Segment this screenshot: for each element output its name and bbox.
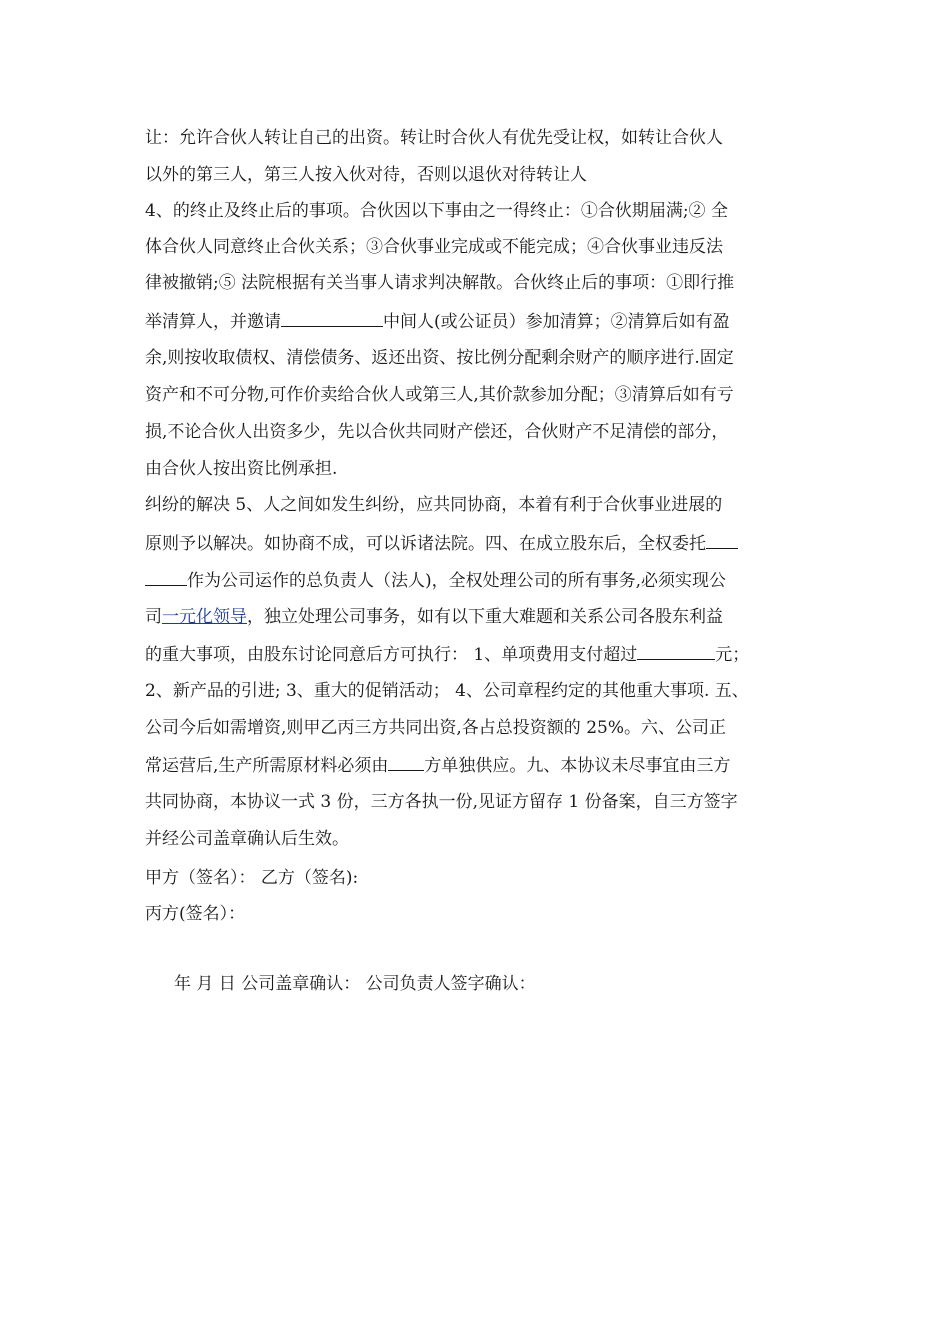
body-line: 律被撤销;⑤ 法院根据有关当事人请求判决解散。合伙终止后的事项：①即行推 xyxy=(145,273,735,293)
body-line: 让：允许合伙人转让自己的出资。转让时合伙人有优先受让权，如转让合伙人 xyxy=(145,128,723,148)
date-seal-line: 年 月 日 公司盖章确认： 公司负责人签字确认： xyxy=(174,974,536,994)
body-line: 纠纷的解决 5、人之间如发生纠纷，应共同协商，本着有利于合伙事业进展的 xyxy=(145,495,723,515)
signature-line-a-b: 甲方（签名）： 乙方（签名): xyxy=(145,868,359,888)
body-line xyxy=(145,532,738,555)
body-line: 并经公司盖章确认后生效。 xyxy=(145,829,349,849)
body-line xyxy=(145,643,749,666)
body-line: 4、的终止及终止后的事项。合伙因以下事由之一得终止：①合伙期届满;② 全 xyxy=(145,201,728,221)
body-text: 的重大事项，由股东讨论同意后方可执行： 1、单项费用支付超过 xyxy=(145,645,638,665)
body-text: 举清算人，并邀请 xyxy=(145,312,281,332)
body-line xyxy=(145,606,723,628)
body-line xyxy=(145,569,726,592)
body-text: 方单独供应。九、本协议未尽事宜由三方 xyxy=(424,756,731,776)
fill-in-blank[interactable] xyxy=(388,754,424,771)
unified-leadership-link[interactable]: 一元化领导 xyxy=(162,607,247,627)
body-text: 作为公司运作的总负责人（法人)，全权处理公司的所有事务,必须实现公 xyxy=(187,571,727,591)
fill-in-blank[interactable] xyxy=(706,532,738,549)
fill-in-blank[interactable] xyxy=(281,310,383,327)
body-line: 共同协商，本协议一式 3 份，三方各执一份,见证方留存 1 份备案，自三方签字 xyxy=(145,792,738,812)
body-text: 原则予以解决。如协商不成，可以诉诸法院。四、在成立股东后，全权委托 xyxy=(145,534,706,554)
body-line: 损,不论合伙人出资多少，先以合伙共同财产偿还，合伙财产不足清偿的部分， xyxy=(145,422,729,442)
fill-in-blank[interactable] xyxy=(637,643,715,660)
body-line: 体合伙人同意终止合伙关系；③合伙事业完成或不能完成；④合伙事业违反法 xyxy=(145,237,723,257)
body-line: 以外的第三人，第三人按入伙对待，否则以退伙对待转让人 xyxy=(145,165,587,185)
body-line: 由合伙人按出资比例承担. xyxy=(145,459,338,479)
signature-line-c: 丙方(签名）： xyxy=(145,904,246,924)
body-text: 中间人(或公证员）参加清算；②清算后如有盈 xyxy=(383,312,730,332)
body-text: ，独立处理公司事务，如有以下重大难题和关系公司各股东利益 xyxy=(247,607,723,627)
body-line xyxy=(145,310,730,333)
body-line: 资产和不可分物,可作价卖给合伙人或第三人,其价款参加分配；③清算后如有亏 xyxy=(145,385,734,405)
fill-in-blank[interactable] xyxy=(145,569,187,586)
body-line: 2、新产品的引进; 3、重大的促销活动； 4、公司章程约定的其他重大事项. 五、 xyxy=(145,681,749,701)
body-line: 余,则按收取债权、清偿债务、返还出资、按比例分配剩余财产的顺序进行.固定 xyxy=(145,348,734,368)
body-text: 常运营后,生产所需原材料必须由 xyxy=(145,756,389,776)
body-line xyxy=(145,754,730,777)
body-line: 公司今后如需增资,则甲乙丙三方共同出资,各占总投资额的 25%。六、公司正 xyxy=(145,718,726,738)
body-text: 司 xyxy=(145,607,162,627)
body-text: 元； xyxy=(715,645,750,665)
